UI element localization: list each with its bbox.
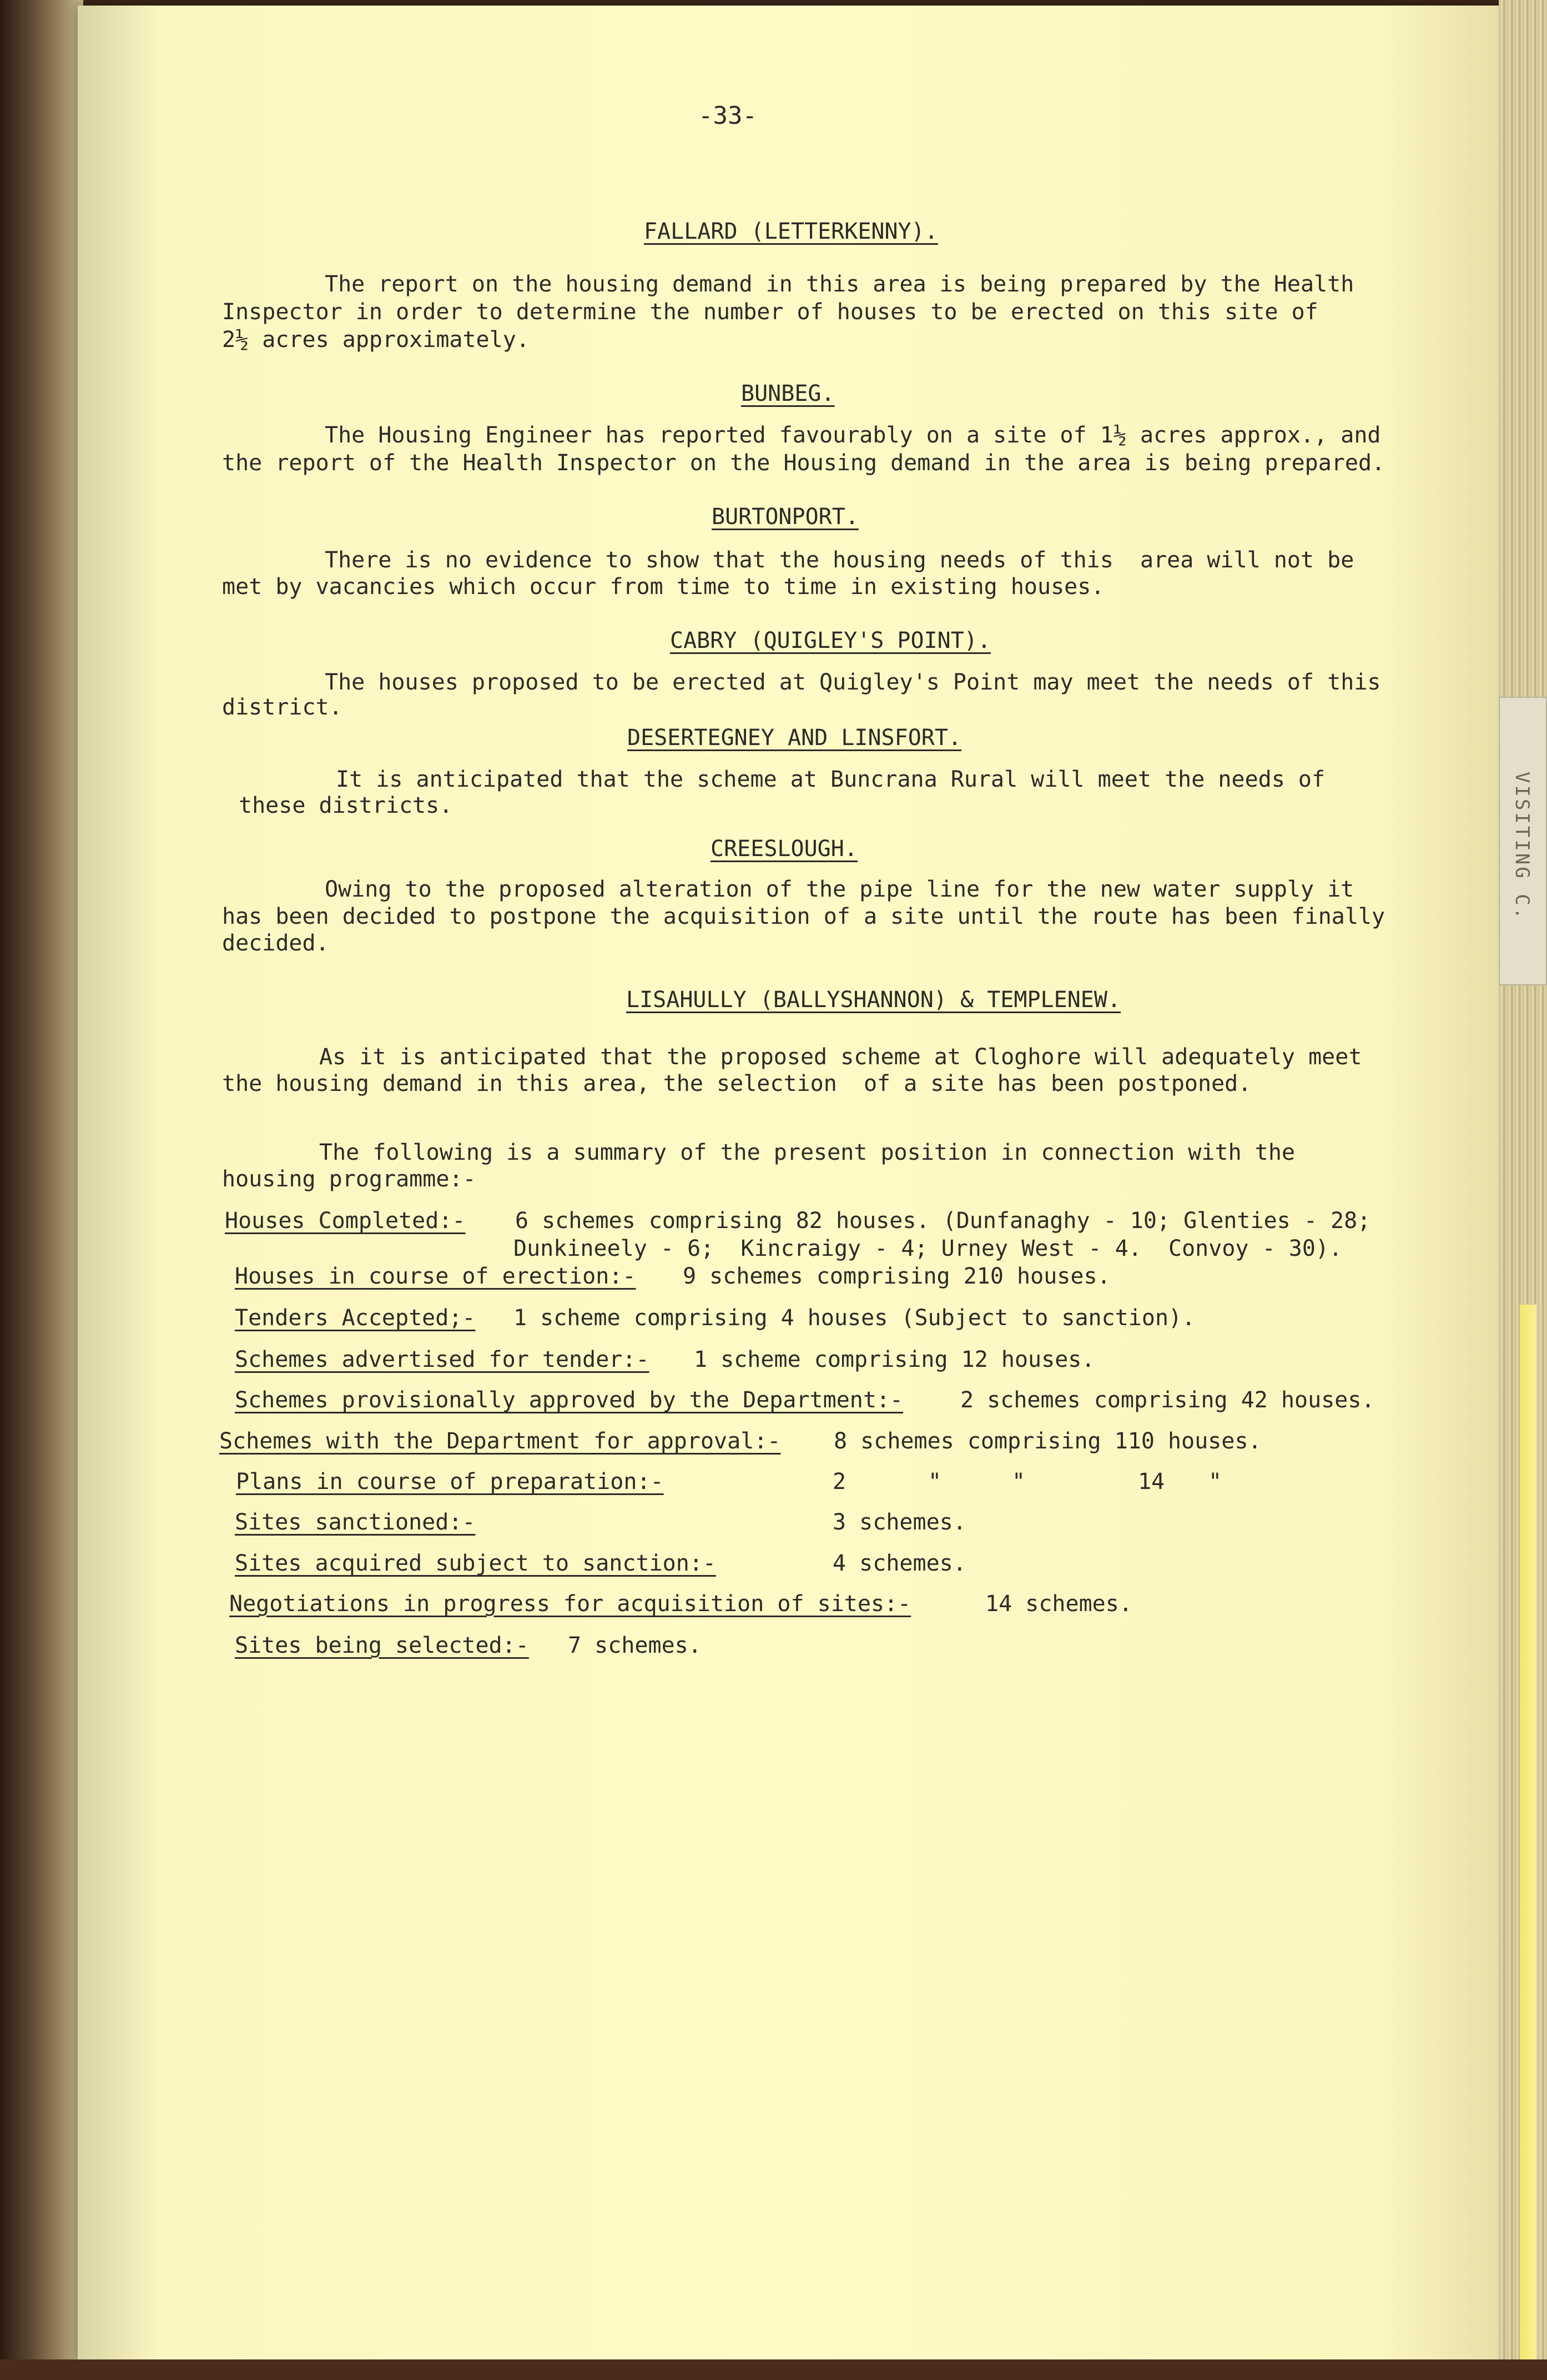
summary-label-provisional: Schemes provisionally approved by the Department:-	[235, 1387, 904, 1413]
paragraph-line: met by vacancies which occur from time to time in existing houses.	[222, 574, 1105, 600]
summary-label-erection: Houses in course of erection:-	[235, 1264, 636, 1289]
summary-label-plans: Plans in course of preparation:-	[236, 1469, 664, 1495]
page-number: -33-	[698, 102, 757, 130]
summary-value: 1 scheme comprising 12 houses.	[694, 1347, 1095, 1372]
summary-value-continuation: Dunkineely - 6; Kincraigy - 4; Urney West - 4. Convoy - 30).	[513, 1236, 1343, 1261]
summary-label-sanctioned: Sites sanctioned:-	[235, 1509, 476, 1535]
paragraph-line: It is anticipated that the scheme at Buncrana Rural will meet the needs of	[336, 767, 1326, 792]
section-heading-desertegney: DESERTEGNEY AND LINSFORT.	[627, 725, 962, 751]
paragraph-line: The houses proposed to be erected at Quigley's Point may meet the needs of this	[325, 670, 1381, 695]
ditto-mark: "	[1208, 1469, 1222, 1495]
paragraph-line: district.	[222, 695, 342, 720]
paragraph-line: 2½ acres approximately.	[222, 327, 530, 353]
summary-label-tenders: Tenders Accepted;-	[235, 1305, 476, 1331]
summary-label-being-selected: Sites being selected:-	[235, 1633, 529, 1658]
summary-intro-line: housing programme:-	[222, 1166, 476, 1192]
paragraph-line: The Housing Engineer has reported favourably on a site of 1½ acres approx., and	[325, 422, 1381, 448]
paragraph-line: As it is anticipated that the proposed scheme at Cloghore will adequately meet	[319, 1044, 1362, 1070]
summary-value: 4 schemes.	[833, 1551, 966, 1576]
book-binding	[0, 0, 83, 2380]
section-heading-bunbeg: BUNBEG.	[741, 381, 835, 406]
summary-value: 1 scheme comprising 4 houses (Subject to sanction).	[513, 1305, 1196, 1331]
summary-value: 2	[833, 1469, 846, 1495]
summary-label-completed: Houses Completed:-	[225, 1208, 466, 1234]
section-heading-fallard: FALLARD (LETTERKENNY).	[644, 219, 938, 244]
summary-value: 14 schemes.	[985, 1591, 1132, 1617]
ditto-mark: "	[1012, 1469, 1026, 1495]
summary-count: 14	[1138, 1469, 1165, 1495]
summary-value: 3 schemes.	[833, 1509, 966, 1535]
summary-value: 6 schemes comprising 82 houses. (Dunfanaghy - 10; Glenties - 28;	[515, 1208, 1371, 1234]
summary-label-negotiations: Negotiations in progress for acquisition of sites:-	[229, 1591, 911, 1617]
section-heading-lisahully: LISAHULLY (BALLYSHANNON) & TEMPLENEW.	[626, 987, 1121, 1013]
section-heading-creeslough: CREESLOUGH.	[710, 836, 858, 862]
paragraph-line: The report on the housing demand in this area is being prepared by the Health	[325, 271, 1354, 297]
ditto-mark: "	[928, 1469, 942, 1495]
summary-label-with-department: Schemes with the Department for approval:-	[219, 1428, 781, 1454]
paragraph-line: Owing to the proposed alteration of the pipe line for the new water supply it	[325, 877, 1354, 902]
summary-label-advertised: Schemes advertised for tender:-	[235, 1347, 649, 1372]
paragraph-line: There is no evidence to show that the housing needs of this area will not be	[325, 547, 1354, 573]
summary-value: 8 schemes comprising 110 houses.	[834, 1428, 1262, 1454]
summary-value: 7 schemes.	[568, 1633, 702, 1658]
paragraph-line: these districts.	[239, 793, 453, 818]
summary-value: 2 schemes comprising 42 houses.	[960, 1387, 1375, 1413]
paragraph-line: the housing demand in this area, the selection of a site has been postponed.	[222, 1071, 1252, 1096]
bottom-binding-strip	[0, 2359, 1547, 2380]
paragraph-line: has been decided to postpone the acquisition of a site until the route has been finally	[222, 904, 1385, 929]
summary-value: 9 schemes comprising 210 houses.	[683, 1264, 1111, 1289]
paragraph-line: Inspector in order to determine the number of houses to be erected on this site of	[222, 299, 1318, 325]
paragraph-line: decided.	[222, 930, 329, 956]
paragraph-line: the report of the Health Inspector on the Housing demand in the area is being prepared.	[222, 450, 1385, 476]
index-tab-label: VISITING C.	[1511, 772, 1533, 922]
summary-intro-line: The following is a summary of the present position in connection with the	[319, 1140, 1295, 1165]
yellow-page-sliver	[1520, 1305, 1536, 2359]
summary-label-acquired: Sites acquired subject to sanction:-	[235, 1551, 716, 1576]
section-heading-burtonport: BURTONPORT.	[712, 504, 859, 530]
section-heading-cabry: CABRY (QUIGLEY'S POINT).	[670, 628, 991, 653]
